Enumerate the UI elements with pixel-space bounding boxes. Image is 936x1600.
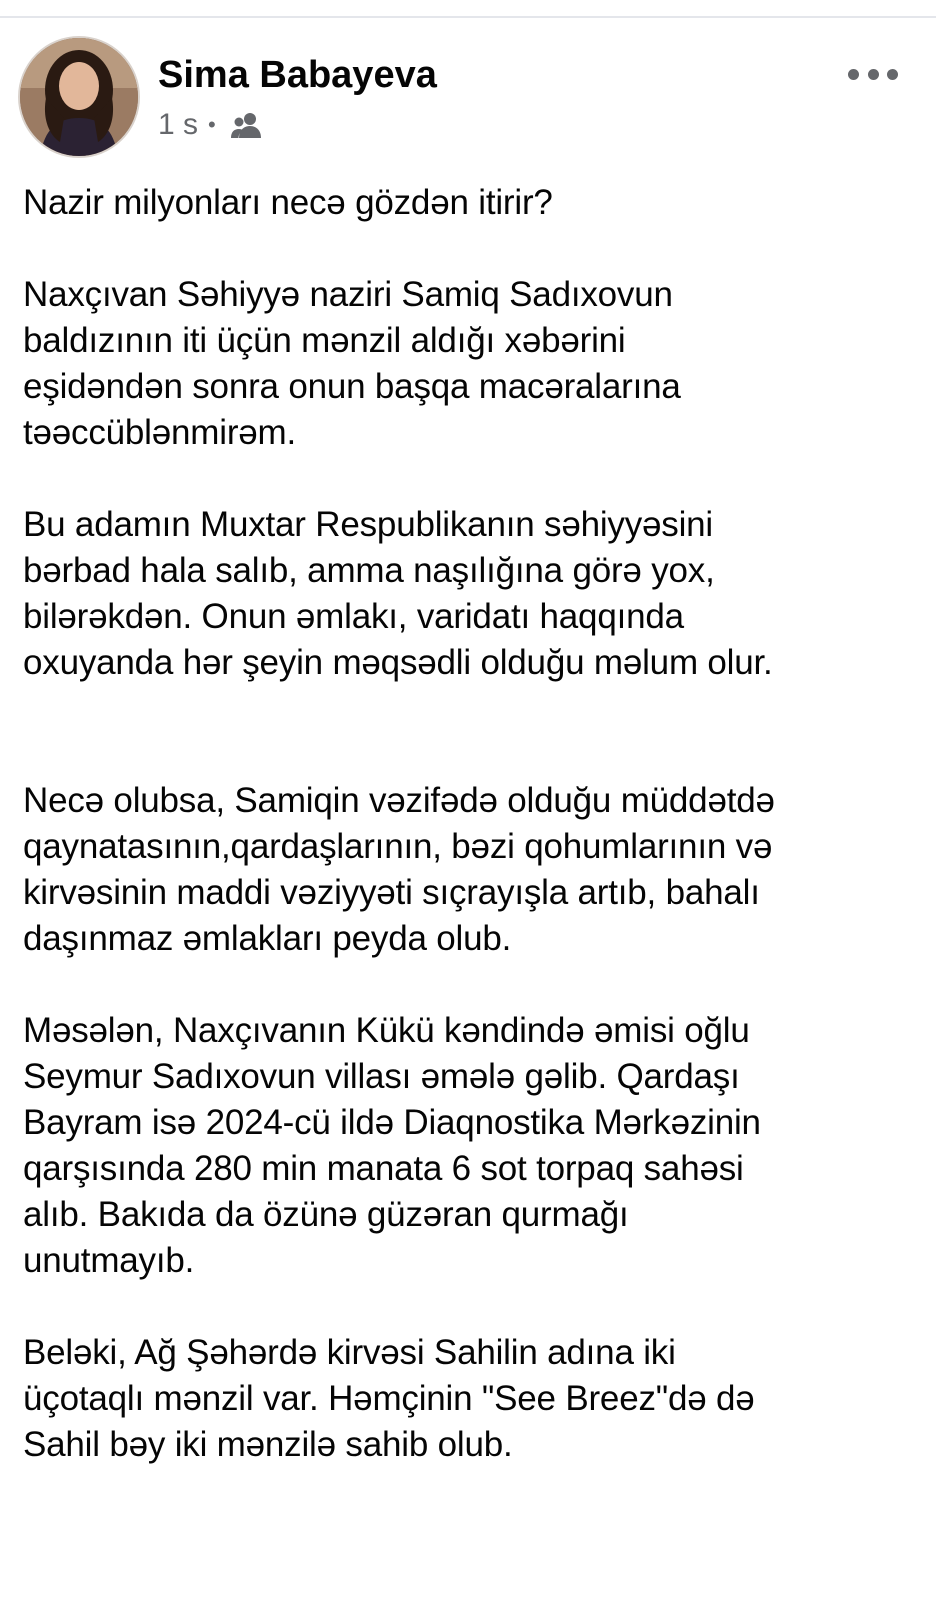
post-paragraph: Naxçıvan Səhiyyə naziri Samiq Sadıxovun baldızının iti üçün mənzil aldığı xəbərini eşidəndən sonra onun başqa macəralarına təəccüblənmirəm. xyxy=(23,275,681,452)
avatar[interactable] xyxy=(18,36,140,158)
post-body xyxy=(23,180,923,1468)
profile-photo xyxy=(20,38,138,156)
post-time[interactable]: 1 s xyxy=(158,108,199,141)
post-paragraph-headline: Nazir milyonları necə gözdən itirir? xyxy=(23,183,553,222)
more-dot xyxy=(887,69,898,80)
meta-separator: • xyxy=(208,112,216,137)
post-meta xyxy=(158,108,262,142)
post-paragraph: Beləki, Ağ Şəhərdə kirvəsi Sahilin adına iki üçotaqlı mənzil var. Həmçinin "See Breez"də də Sahil bəy iki mənzilə sahib olub. xyxy=(23,1333,755,1464)
post-header xyxy=(18,36,918,158)
post-paragraph: Necə olubsa, Samiqin vəzifədə olduğu müddətdə qaynatasının,qardaşlarının, bəzi qohumlarının və kirvəsinin maddi vəziyyəti sıçrayışla artıb, bahalı daşınmaz əmlakları peyda olub. xyxy=(23,781,775,958)
more-dot xyxy=(868,69,879,80)
top-divider xyxy=(0,16,936,18)
more-options-icon[interactable] xyxy=(848,60,898,88)
post-paragraph: Bu adamın Muxtar Respublikanın səhiyyəsini bərbad hala salıb, amma naşılığına görə yox, bilərəkdən. Onun əmlakı, varidatı haqqında oxuyanda hər şeyin məqsədli olduğu məlum olur. xyxy=(23,505,773,682)
more-dot xyxy=(848,69,859,80)
author-name[interactable]: Sima Babayeva xyxy=(158,54,437,96)
post-paragraph: Məsələn, Naxçıvanın Kükü kəndində əmisi oğlu Seymur Sadıxovun villası əmələ gəlib. Qardaşı Bayram isə 2024-cü ildə Diaqnostika Mərkəzinin qarşısında 280 min manata 6 sot torpaq sahəsi alıb. Bakıda da özünə güzəran qurmağı unutmayıb. xyxy=(23,1011,761,1280)
friends-icon[interactable] xyxy=(230,111,262,139)
